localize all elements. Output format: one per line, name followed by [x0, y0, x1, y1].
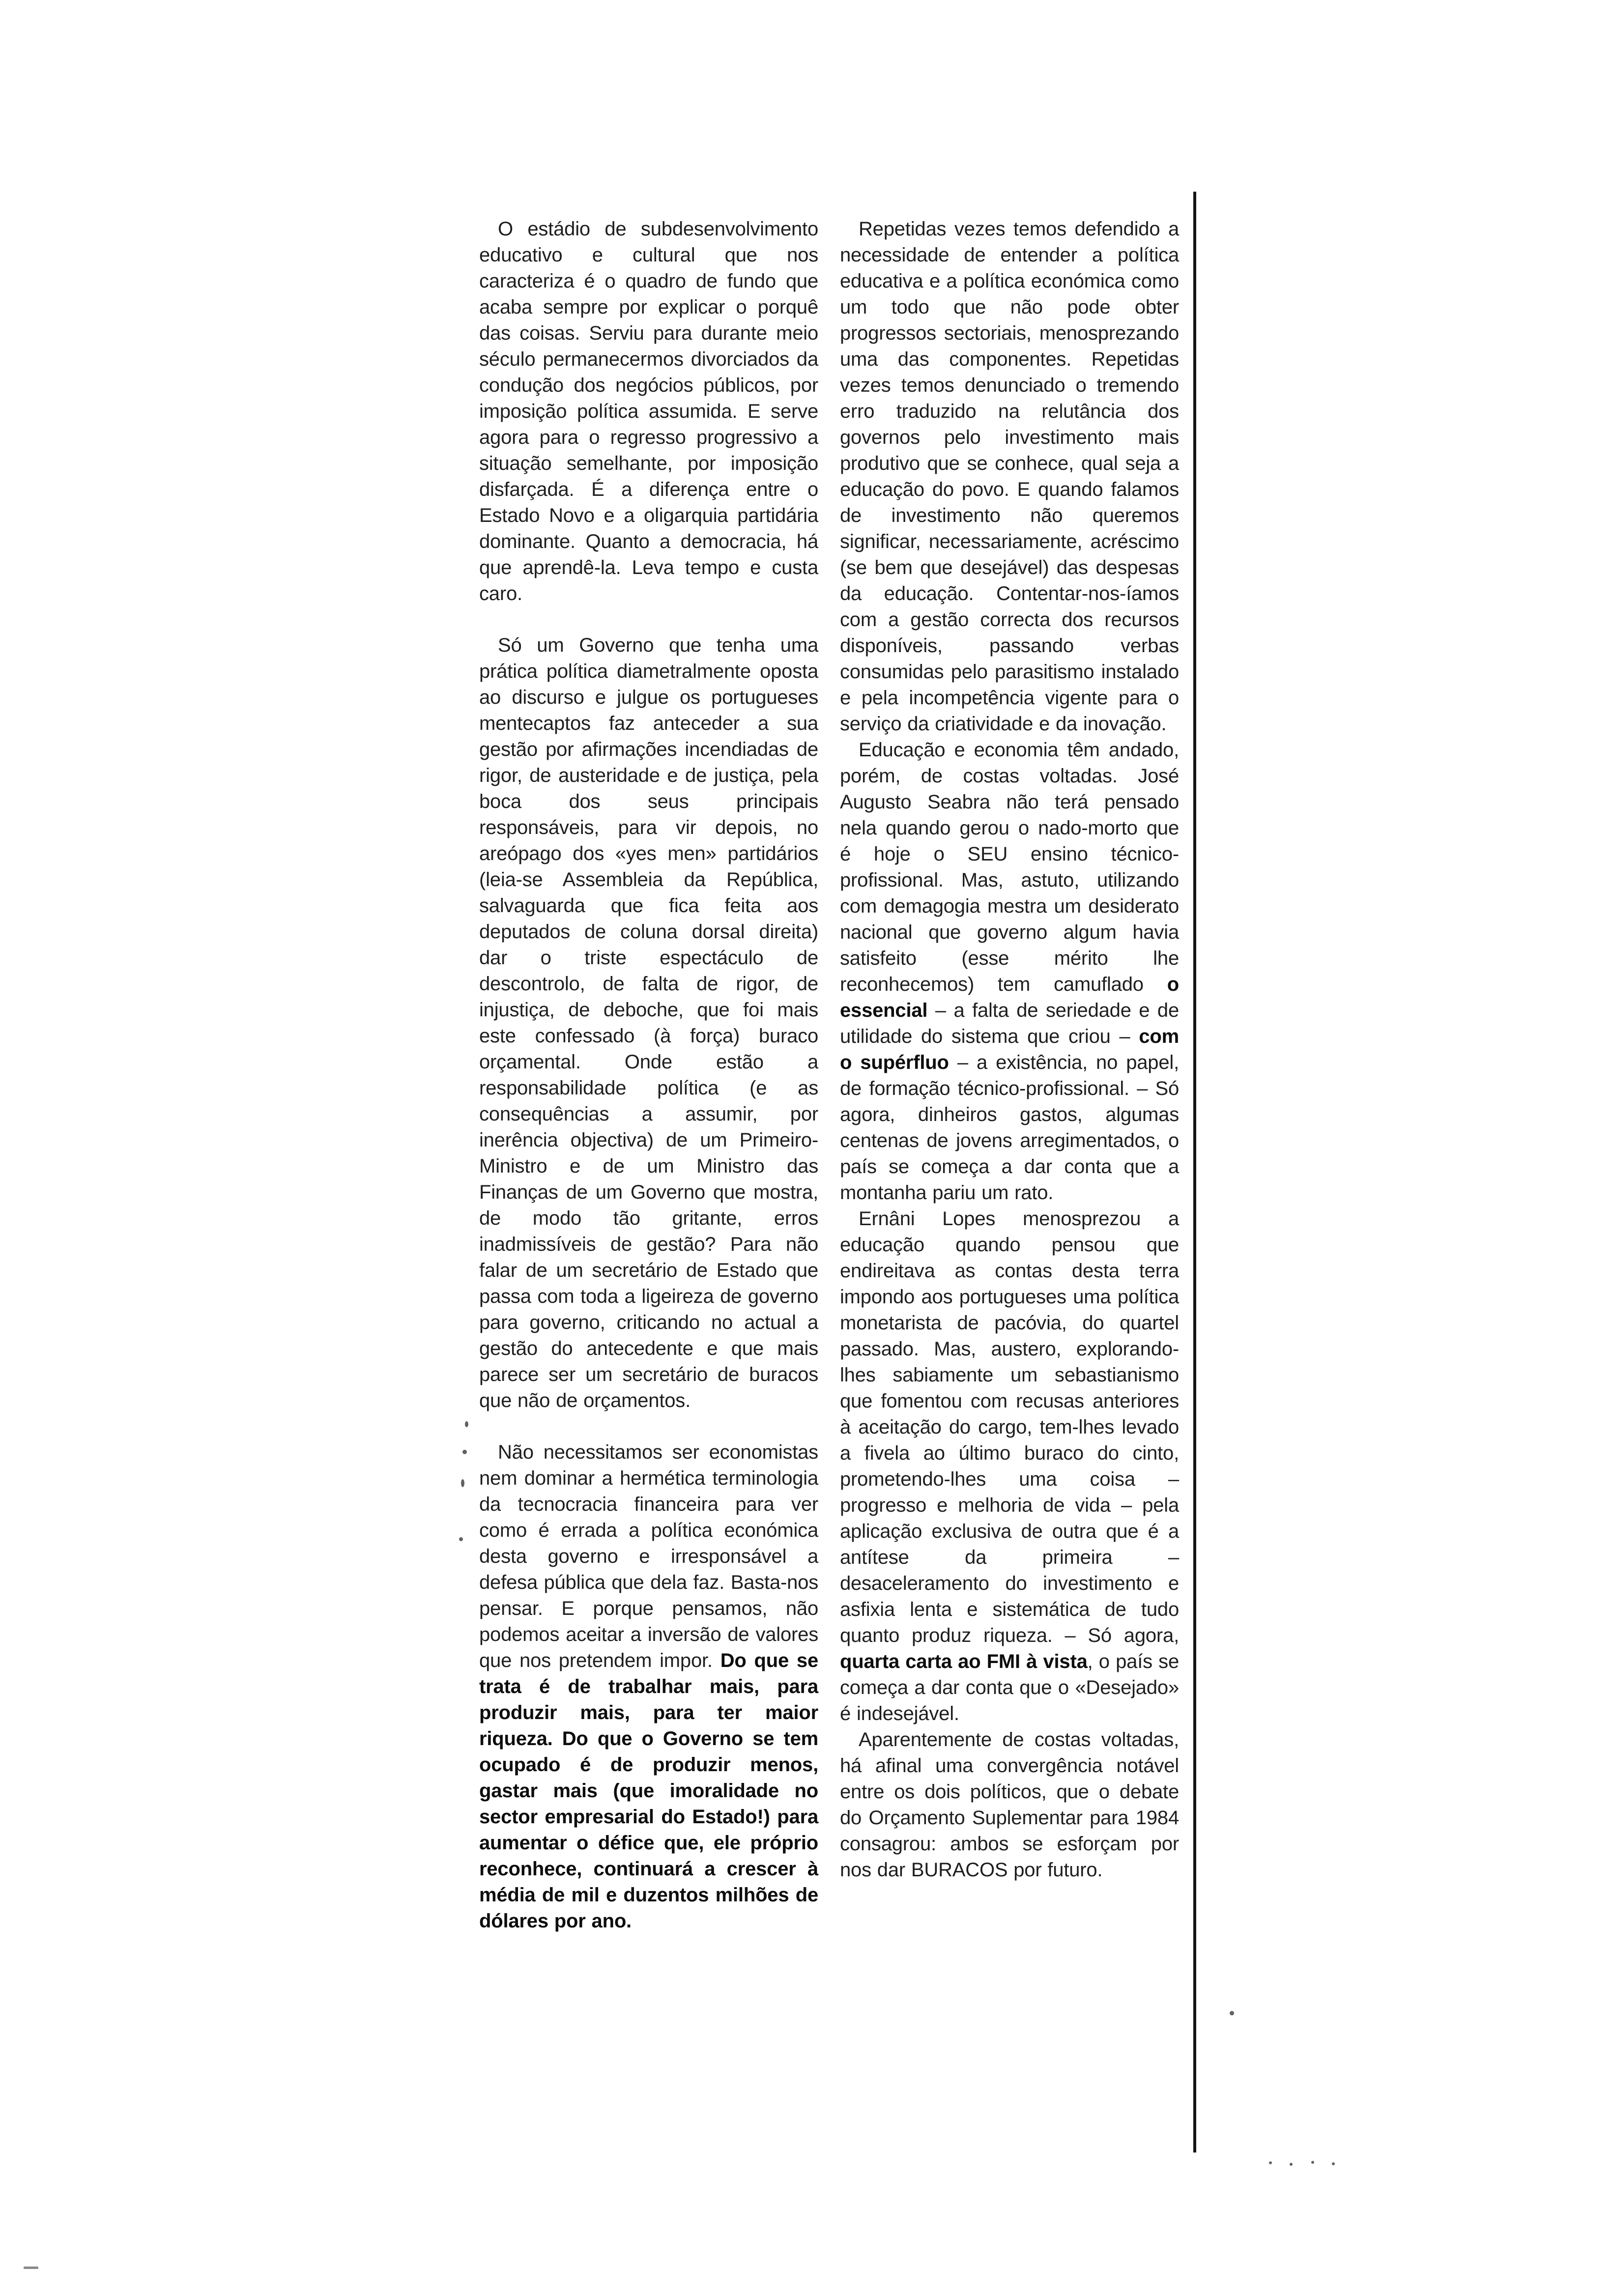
- bold-text-run: com o supérfluo: [840, 1026, 1179, 1073]
- scan-artifact: [462, 1450, 467, 1454]
- scan-artifact: [1311, 2161, 1314, 2164]
- scan-artifact: [461, 1479, 464, 1487]
- bold-text-run: o essencial: [840, 974, 1179, 1021]
- article-column-right: [840, 216, 1179, 1934]
- text-run: Educação e economia têm andado, porém, de costas voltadas. José Augusto Seabra não terá pensado nela quando gerou o nado-morto que é hoje o SEU ensino técnico-profissional. Mas, astuto, utilizando com demagogia mestra um desiderato nacional que governo algum havia satisfeito (esse mérito lhe reconhecemos) tem camuflado: [840, 739, 1179, 995]
- article-paragraph: [840, 737, 1179, 1206]
- scan-artifact: [1269, 2161, 1272, 2164]
- article-paragraph: [479, 632, 818, 1414]
- article-paragraph: [840, 1206, 1179, 1727]
- scan-artifact: [459, 1537, 463, 1541]
- bold-text-run: quarta carta ao FMI à vista: [840, 1651, 1088, 1672]
- scan-artifact: [1332, 2162, 1335, 2165]
- text-run: Repetidas vezes temos defendido a necessidade de entender a política educativa e a política económica como um todo que não pode obter progressos sectoriais, menosprezando uma das componentes. Repetidas vezes temos denunciado o tremendo erro traduzido na relutância dos governos pelo investimento mais produtivo que se conhece, qual seja a educação do povo. E quando falamos de investimento não queremos significar, necessariamente, acréscimo (se bem que desejável) das despesas da educação. Contentar-nos-íamos com a gestão correcta dos recursos disponíveis, passando verbas consumidas pelo parasitismo instalado e pela incompetência vigente para o serviço da criatividade e da inovação.: [840, 218, 1179, 735]
- column-rule: [1193, 192, 1196, 2152]
- scan-artifact: [24, 2267, 38, 2269]
- scan-artifact: [1290, 2163, 1293, 2166]
- text-run: – a existência, no papel, de formação técnico-profissional. – Só agora, dinheiros gastos, algumas centenas de jovens arregimentados, o país se começa a dar conta que a montanha pariu um rato.: [840, 1052, 1179, 1204]
- article-paragraph: [840, 1727, 1179, 1883]
- text-run: Ernâni Lopes menosprezou a educação quando pensou que endireitava as contas desta terra impondo aos portugueses uma política monetarista de pacóvia, do quartel passado. Mas, austero, explorando-lhes sabiamente um sebastianismo que fomentou com recusas anteriores à aceitação do cargo, tem-lhes levado a fivela ao último buraco do cinto, prometendo-lhes uma coisa – progresso e melhoria de vida – pela aplicação exclusiva de outra que é a antítese da primeira – desaceleramento do investimento e asfixia lenta e sistemática de tudo quanto produz riqueza. – Só agora,: [840, 1208, 1179, 1646]
- text-run: , o país se começa a dar conta que o «Desejado» é indesejável.: [840, 1651, 1179, 1724]
- text-run: Aparentemente de costas voltadas, há afinal uma convergência notável entre os dois políticos, que o debate do Orçamento Suplementar para 1984 consagrou: ambos se esforçam por nos dar BURACOS por futuro.: [840, 1729, 1179, 1881]
- article-paragraph: [479, 216, 818, 607]
- bold-text-run: Do que se trata é de trabalhar mais, para produzir mais, para ter maior riqueza. Do que o Governo se tem ocupado é de produzir menos, gastar mais (que imoralidade no sector empresarial do Estado!) para aumentar o défice que, ele próprio reconhece, continuará a crescer à média de mil e duzentos milhões de dólares por ano.: [479, 1650, 819, 1932]
- text-run: Só um Governo que tenha uma prática política diametralmente oposta ao discurso e julgue os portugueses mentecaptos faz anteceder a sua gestão por afirmações incendiadas de rigor, de austeridade e de justiça, pela boca dos seus principais responsáveis, para vir depois, no areópago dos «yes men» partidários (leia-se Assembleia da República, salvaguarda que fica feita aos deputados de coluna dorsal direita) dar o triste espectáculo de descontrolo, de falta de rigor, de injustiça, de deboche, que foi mais este confessado (à força) buraco orçamental. Onde estão a responsabilidade política (e as consequências a assumir, por inerência objectiva) de um Primeiro-Ministro e de um Ministro das Finanças de um Governo que mostra, de modo tão gritante, erros inadmissíveis de gestão? Para não falar de um secretário de Estado que passa com toda a ligeireza de governo para governo, criticando no actual a gestão do antecedente e que mais parece ser um secretário de buracos que não de orçamentos.: [479, 634, 818, 1411]
- article-column-left: [479, 216, 818, 1934]
- text-run: Não necessitamos ser economistas nem dominar a hermética terminologia da tecnocracia financeira para ver como é errada a política económica desta governo e irresponsável a defesa pública que dela faz. Basta-nos pensar. E porque pensamos, não podemos aceitar a inversão de valores que nos pretendem impor.: [479, 1441, 818, 1671]
- newspaper-article: [479, 216, 1179, 1934]
- article-paragraph: [840, 216, 1179, 737]
- text-run: O estádio de subdesenvolvimento educativo e cultural que nos caracteriza é o quadro de fundo que acaba sempre por explicar o porquê das coisas. Serviu para durante meio século permanecermos divorciados da condução dos negócios públicos, por imposição política assumida. E serve agora para o regresso progressivo a situação semelhante, por imposição disfarçada. É a diferença entre o Estado Novo e a oligarquia partidária dominante. Quanto a democracia, há que aprendê-la. Leva tempo e custa caro.: [479, 218, 818, 604]
- text-run: – a falta de seriedade e de utilidade do sistema que criou –: [840, 1000, 1179, 1047]
- scan-artifact: [465, 1421, 468, 1427]
- scan-artifact: [1230, 2011, 1234, 2015]
- article-paragraph: [479, 1439, 818, 1934]
